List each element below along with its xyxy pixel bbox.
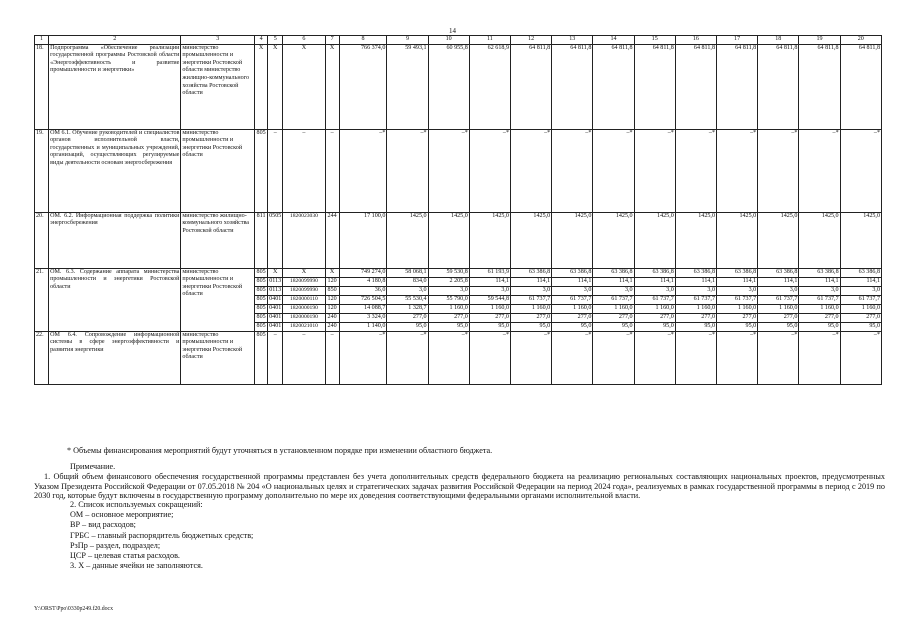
amount-cell: 1425,0 (675, 212, 716, 268)
abbreviation-item: ЦСР – целевая статья расходов. (70, 551, 180, 561)
amount-cell: 55 790,0 (428, 295, 469, 304)
amount-cell: 3,0 (634, 286, 675, 295)
amount-cell: 114,1 (799, 277, 840, 286)
table-row (35, 212, 882, 268)
amount-cell: 3,0 (552, 286, 593, 295)
amount-cell: 277,0 (717, 313, 758, 322)
amount-cell: 64 811,8 (717, 44, 758, 129)
amount-cell: –* (387, 129, 428, 212)
code-cell: 0113 (268, 277, 283, 286)
amount-cell: 61 737,7 (552, 295, 593, 304)
amount-cell: –* (675, 331, 716, 384)
code-cell: 805 (255, 304, 268, 313)
amount-cell: 1425,0 (799, 212, 840, 268)
code-cell: 805 (255, 313, 268, 322)
amount-cell: 114,1 (469, 277, 510, 286)
amount-cell: –* (593, 129, 634, 212)
amount-cell: 1 160,0 (593, 304, 634, 313)
code-cell: Х (283, 44, 325, 129)
amount-cell: 1 160,0 (840, 304, 881, 313)
table-row (35, 44, 882, 129)
notes-block (34, 446, 885, 571)
header-cell: 14 (593, 36, 634, 45)
code-cell: 0113 (268, 286, 283, 295)
code-cell: 1820023030 (283, 212, 325, 268)
code-cell: Х (268, 44, 283, 129)
amount-cell: 277,0 (510, 313, 551, 322)
amount-cell: –* (717, 129, 758, 212)
amount-cell: 114,1 (510, 277, 551, 286)
amount-cell: 277,0 (387, 313, 428, 322)
amount-cell: 59 493,1 (387, 44, 428, 129)
amount-cell: 277,0 (840, 313, 881, 322)
note-p2: 2. Список используемых сокращений: (70, 500, 203, 510)
code-cell: Х (325, 44, 339, 129)
amount-cell: 114,1 (634, 277, 675, 286)
amount-cell: 63 386,8 (758, 268, 799, 277)
asterisk-note: * Объемы финансирования мероприятий будут уточняться в установленном порядке при изменении областного бюджета. (67, 446, 493, 455)
header-cell: 4 (255, 36, 268, 45)
amount-cell: –* (675, 129, 716, 212)
amount-cell: 1 328,7 (387, 304, 428, 313)
amount-cell: 1425,0 (510, 212, 551, 268)
amount-cell: –* (428, 331, 469, 384)
code-cell: 1820099990 (283, 277, 325, 286)
amount-cell: 749 274,0 (339, 268, 387, 277)
code-cell: 0505 (268, 212, 283, 268)
amount-cell: 3 324,0 (339, 313, 387, 322)
code-cell: – (268, 129, 283, 212)
amount-cell: 63 386,8 (840, 268, 881, 277)
amount-cell: 1 160,0 (552, 304, 593, 313)
amount-cell: 64 811,8 (593, 44, 634, 129)
amount-cell: –* (634, 331, 675, 384)
header-cell: 8 (339, 36, 387, 45)
code-cell: 805 (255, 286, 268, 295)
amount-cell: 63 386,8 (717, 268, 758, 277)
amount-cell: 1 160,0 (510, 304, 551, 313)
code-cell: 1820000110 (283, 295, 325, 304)
amount-cell: 95,0 (593, 322, 634, 331)
amount-cell: 1 160,0 (717, 304, 758, 313)
amount-cell: –* (469, 129, 510, 212)
code-cell: Х (268, 268, 283, 277)
row-number: 21. (35, 268, 49, 331)
amount-cell: 1425,0 (717, 212, 758, 268)
amount-cell: 1 160,0 (799, 304, 840, 313)
amount-cell: 55 530,4 (387, 295, 428, 304)
amount-cell: 61 737,7 (593, 295, 634, 304)
amount-cell: 95,0 (840, 322, 881, 331)
header-cell: 7 (325, 36, 339, 45)
amount-cell: 61 737,7 (799, 295, 840, 304)
amount-cell: 61 737,7 (758, 295, 799, 304)
amount-cell: 3,0 (840, 286, 881, 295)
header-row (35, 36, 882, 45)
amount-cell: –* (510, 331, 551, 384)
amount-cell: 17 100,0 (339, 212, 387, 268)
code-cell: 244 (325, 212, 339, 268)
amount-cell: 63 386,8 (510, 268, 551, 277)
code-cell: – (283, 331, 325, 384)
code-cell: 120 (325, 304, 339, 313)
amount-cell: 1 140,0 (339, 322, 387, 331)
amount-cell: 60 955,8 (428, 44, 469, 129)
amount-cell: 277,0 (675, 313, 716, 322)
amount-cell: 1 160,0 (758, 304, 799, 313)
amount-cell: 277,0 (799, 313, 840, 322)
table-row (35, 129, 882, 212)
amount-cell: –* (717, 331, 758, 384)
amount-cell: –* (840, 331, 881, 384)
amount-cell: 61 737,7 (634, 295, 675, 304)
amount-cell: 3,0 (717, 286, 758, 295)
amount-cell: 3,0 (593, 286, 634, 295)
code-cell: 0401 (268, 295, 283, 304)
code-cell: 1820000190 (283, 304, 325, 313)
code-cell: 240 (325, 313, 339, 322)
amount-cell: 1425,0 (593, 212, 634, 268)
amount-cell: 2 205,8 (428, 277, 469, 286)
row-number: 19. (35, 129, 49, 212)
header-cell: 12 (510, 36, 551, 45)
amount-cell: 36,0 (339, 286, 387, 295)
executor: министерство жилищно-коммунального хозяйства Ростовской области (181, 212, 255, 268)
code-cell: 240 (325, 322, 339, 331)
amount-cell: 63 386,8 (675, 268, 716, 277)
amount-cell: 4 180,8 (339, 277, 387, 286)
amount-cell: –* (758, 331, 799, 384)
code-cell: 0401 (268, 322, 283, 331)
executor: министерство промышленности и энергетики Ростовской области (181, 129, 255, 212)
code-cell: – (283, 129, 325, 212)
amount-cell: 277,0 (469, 313, 510, 322)
program-name: ОМ. 6.2. Информационная поддержка политики энергосбережения (49, 212, 181, 268)
amount-cell: 277,0 (758, 313, 799, 322)
amount-cell: –* (593, 331, 634, 384)
row-number: 18. (35, 44, 49, 129)
amount-cell: 1 160,0 (675, 304, 716, 313)
amount-cell: –* (799, 129, 840, 212)
note-p1: 1. Общий объем финансового обеспечения государственной программы представлен без учета дополнительных средств федерального бюджета на реализацию региональных составляющих национальных проектов, предусмотренных Указом Президента Российской Федерации от 07.05.2018 № 204 «О национальных целях и стратегических задачах развития Российской Федерации на период 2024 года», реализуемых в рамках государственной программы в период с 2019 по 2030 год, которые будут включены в государственную программу дополнительно по мере их доведения соответствующими федеральными органами исполнительной власти. (34, 472, 885, 500)
header-cell: 16 (675, 36, 716, 45)
header-cell: 6 (283, 36, 325, 45)
header-cell: 20 (840, 36, 881, 45)
code-cell: 850 (325, 286, 339, 295)
amount-cell: 726 504,5 (339, 295, 387, 304)
amount-cell: 64 811,8 (675, 44, 716, 129)
abbreviation-item: ВР – вид расходов; (70, 520, 136, 530)
header-cell: 18 (758, 36, 799, 45)
amount-cell: 3,0 (428, 286, 469, 295)
amount-cell: 1425,0 (552, 212, 593, 268)
amount-cell: 95,0 (469, 322, 510, 331)
amount-cell: 1425,0 (428, 212, 469, 268)
amount-cell: 114,1 (758, 277, 799, 286)
amount-cell: 114,1 (593, 277, 634, 286)
code-cell: 805 (255, 322, 268, 331)
amount-cell: 63 386,8 (799, 268, 840, 277)
footer-path: Y:\ORST\Ppo\0330p249.f20.docx (34, 606, 114, 612)
amount-cell: 95,0 (428, 322, 469, 331)
header-cell: 15 (634, 36, 675, 45)
amount-cell: 61 737,7 (675, 295, 716, 304)
amount-cell: 3,0 (510, 286, 551, 295)
code-cell: Х (325, 268, 339, 277)
amount-cell: –* (799, 331, 840, 384)
amount-cell: 62 618,9 (469, 44, 510, 129)
amount-cell: 61 737,7 (510, 295, 551, 304)
amount-cell: 95,0 (799, 322, 840, 331)
amount-cell: –* (634, 129, 675, 212)
abbreviation-item: ОМ – основное мероприятие; (70, 510, 174, 520)
amount-cell: –* (428, 129, 469, 212)
code-cell: Х (283, 268, 325, 277)
page-number: 14 (449, 27, 456, 35)
amount-cell: 1425,0 (758, 212, 799, 268)
note-p3: 3. Х – данные ячейки не заполняются. (70, 561, 203, 571)
amount-cell: 3,0 (469, 286, 510, 295)
amount-cell: 95,0 (634, 322, 675, 331)
amount-cell: 95,0 (552, 322, 593, 331)
note-title: Примечание. (70, 462, 116, 472)
code-cell: 1820021010 (283, 322, 325, 331)
header-cell: 1 (35, 36, 49, 45)
amount-cell: –* (552, 129, 593, 212)
code-cell: 805 (255, 331, 268, 384)
executor: министерство промышленности и энергетики Ростовской области министерство жилищно-коммунального хозяйства Ростовской области (181, 44, 255, 129)
executor: министерство промышленности и энергетики Ростовской области (181, 331, 255, 384)
table-body (35, 36, 882, 385)
abbreviation-list (70, 510, 885, 561)
amount-cell: 64 811,8 (634, 44, 675, 129)
code-cell: – (268, 331, 283, 384)
code-cell: 120 (325, 295, 339, 304)
code-cell: 805 (255, 129, 268, 212)
code-cell: 1820099990 (283, 286, 325, 295)
amount-cell: 1425,0 (840, 212, 881, 268)
amount-cell: 1 160,0 (634, 304, 675, 313)
header-cell: 17 (717, 36, 758, 45)
program-name: Подпрограмма «Обеспечение реализации государственной программы Ростовской области «Энергоэффективность и развитие промышленности и энергетики» (49, 44, 181, 129)
code-cell: Х (255, 44, 268, 129)
amount-cell: 3,0 (799, 286, 840, 295)
amount-cell: 1 160,0 (469, 304, 510, 313)
amount-cell: –* (339, 129, 387, 212)
program-name: ОМ 6.4. Сопровождение информационной системы в сфере энергоэффективности и развития энергетики (49, 331, 181, 384)
amount-cell: 95,0 (510, 322, 551, 331)
table-row (35, 331, 882, 384)
amount-cell: 114,1 (552, 277, 593, 286)
amount-cell: 277,0 (593, 313, 634, 322)
amount-cell: –* (510, 129, 551, 212)
amount-cell: 61 193,9 (469, 268, 510, 277)
code-cell: – (325, 129, 339, 212)
amount-cell: 64 811,8 (799, 44, 840, 129)
code-cell: 0401 (268, 313, 283, 322)
header-cell: 11 (469, 36, 510, 45)
row-number: 20. (35, 212, 49, 268)
amount-cell: –* (339, 331, 387, 384)
amount-cell: –* (469, 331, 510, 384)
budget-table (34, 35, 882, 385)
header-cell: 3 (181, 36, 255, 45)
amount-cell: 766 374,0 (339, 44, 387, 129)
amount-cell: 1425,0 (634, 212, 675, 268)
code-cell: – (325, 331, 339, 384)
amount-cell: 95,0 (387, 322, 428, 331)
amount-cell: 95,0 (758, 322, 799, 331)
code-cell: 1820000190 (283, 313, 325, 322)
code-cell: 805 (255, 295, 268, 304)
amount-cell: 58 068,1 (387, 268, 428, 277)
amount-cell: –* (758, 129, 799, 212)
amount-cell: 64 811,8 (510, 44, 551, 129)
amount-cell: 64 811,8 (758, 44, 799, 129)
program-name: ОМ. 6.3. Содержание аппарата министерства промышленности и энергетики Ростовской области (49, 268, 181, 331)
amount-cell: 3,0 (675, 286, 716, 295)
row-number: 22. (35, 331, 49, 384)
table-row (35, 268, 882, 277)
header-cell: 5 (268, 36, 283, 45)
header-cell: 13 (552, 36, 593, 45)
amount-cell: 63 386,8 (634, 268, 675, 277)
executor: министерство промышленности и энергетики Ростовской области (181, 268, 255, 331)
amount-cell: 3,0 (387, 286, 428, 295)
amount-cell: 59 544,8 (469, 295, 510, 304)
amount-cell: 59 530,8 (428, 268, 469, 277)
amount-cell: 114,1 (717, 277, 758, 286)
amount-cell: 834,0 (387, 277, 428, 286)
amount-cell: –* (840, 129, 881, 212)
amount-cell: –* (387, 331, 428, 384)
code-cell: 805 (255, 268, 268, 277)
header-cell: 2 (49, 36, 181, 45)
amount-cell: 277,0 (552, 313, 593, 322)
amount-cell: 63 386,8 (593, 268, 634, 277)
amount-cell: 277,0 (428, 313, 469, 322)
amount-cell: 95,0 (675, 322, 716, 331)
amount-cell: 63 386,8 (552, 268, 593, 277)
abbreviation-item: РзПр – раздел, подраздел; (70, 540, 161, 550)
amount-cell: 1425,0 (387, 212, 428, 268)
amount-cell: 64 811,8 (552, 44, 593, 129)
amount-cell: 64 811,8 (840, 44, 881, 129)
amount-cell: 14 088,7 (339, 304, 387, 313)
amount-cell: 61 737,7 (717, 295, 758, 304)
amount-cell: 1 160,0 (428, 304, 469, 313)
amount-cell: –* (552, 331, 593, 384)
amount-cell: 114,1 (840, 277, 881, 286)
amount-cell: 61 737,7 (840, 295, 881, 304)
code-cell: 0401 (268, 304, 283, 313)
program-name: ОМ 6.1. Обучение руководителей и специалистов органов исполнительной власти, государственных и муниципальных учреждений, организаций, осуществляющих регулируемые виды деятельности основам энергосбережения (49, 129, 181, 212)
header-cell: 9 (387, 36, 428, 45)
amount-cell: 277,0 (634, 313, 675, 322)
header-cell: 19 (799, 36, 840, 45)
amount-cell: 3,0 (758, 286, 799, 295)
code-cell: 805 (255, 277, 268, 286)
amount-cell: 95,0 (717, 322, 758, 331)
abbreviation-item: ГРБС – главный распорядитель бюджетных средств; (70, 530, 254, 540)
amount-cell: 114,1 (675, 277, 716, 286)
header-cell: 10 (428, 36, 469, 45)
code-cell: 120 (325, 277, 339, 286)
amount-cell: 1425,0 (469, 212, 510, 268)
code-cell: 811 (255, 212, 268, 268)
